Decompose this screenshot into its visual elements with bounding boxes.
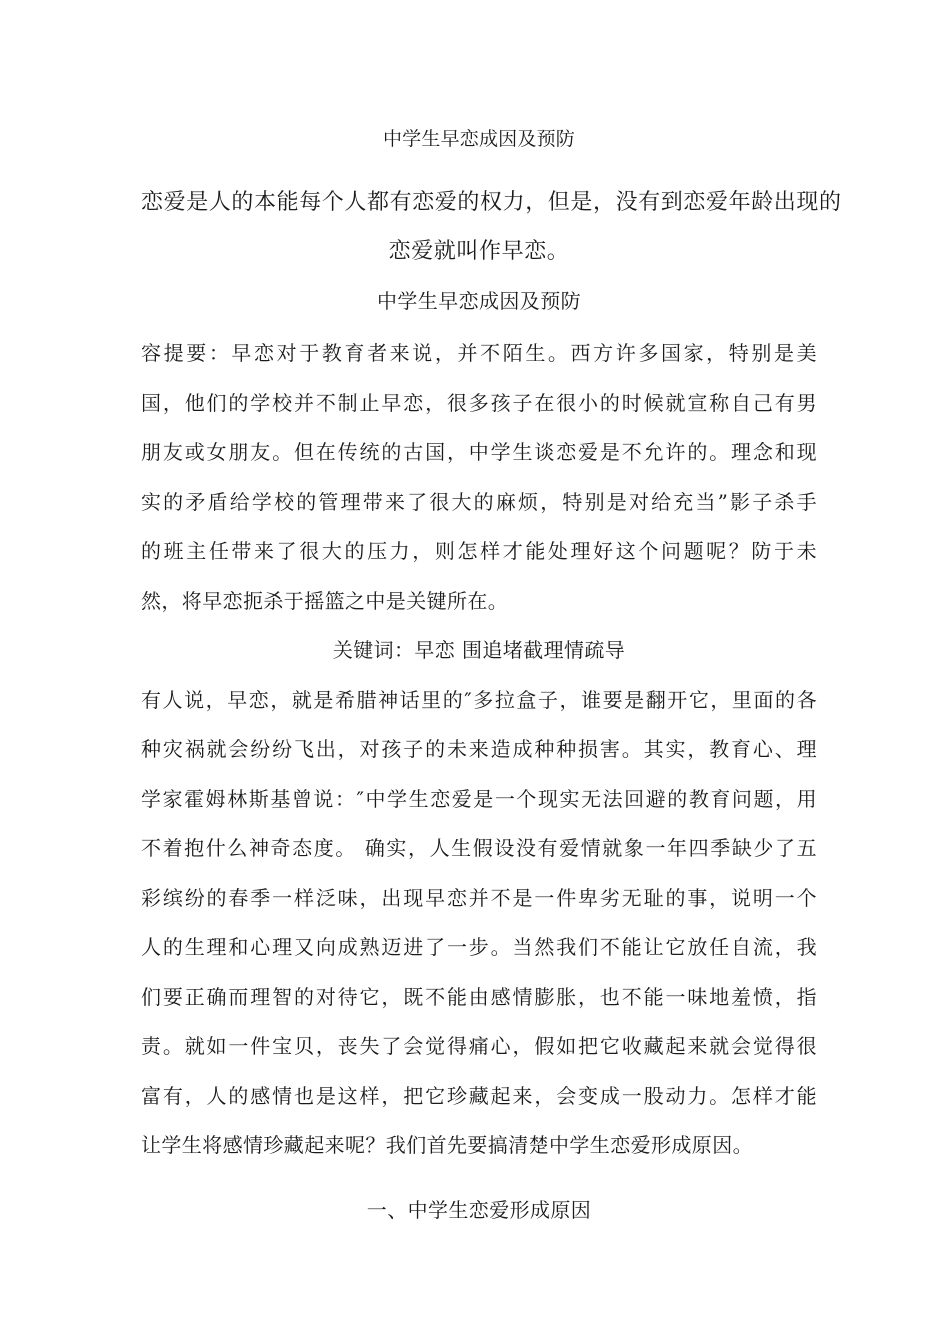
- section-heading: 一、中学生恋爱形成原因: [366, 1198, 592, 1222]
- abstract-line: 实的矛盾给学校的管理带来了很大的麻烦，特别是对给充当”影子杀手: [141, 490, 817, 514]
- intro-line: 恋爱就叫作早恋。: [388, 239, 570, 264]
- abstract-line: 国，他们的学校并不制止早恋，很多孩子在很小的时候就宣称自己有男: [141, 391, 817, 415]
- body-line: 们要正确而理智的对待它，既不能由感情膨胀，也不能一味地羞愤，指: [141, 985, 817, 1009]
- intro-line: 恋爱是人的本能每个人都有恋爱的权力，但是，没有到恋爱年龄出现的: [141, 190, 842, 215]
- body-line: 富有，人的感情也是这样，把它珍藏起来，会变成一股动力。怎样才能: [141, 1084, 817, 1108]
- abstract-line: 朋友或女朋友。但在传统的古国，中学生谈恋爱是不允许的。理念和现: [141, 440, 817, 464]
- body-line: 彩缤纷的春季一样泛味，出现早恋并不是一件卑劣无耻的事，说明一个: [141, 886, 817, 910]
- body-line: 有人说，早恋，就是希腊神话里的″多拉盒子，谁要是翻开它，里面的各: [141, 688, 817, 712]
- body-line: 种灾祸就会纷纷飞出，对孩子的未来造成种种损害。其实，教育心、理: [141, 737, 817, 761]
- body-line: 责。就如一件宝贝，丧失了会觉得痛心，假如把它收藏起来就会觉得很: [141, 1034, 817, 1058]
- abstract-line: 容提要：早恋对于教育者来说，并不陌生。西方许多国家，特别是美: [141, 341, 817, 365]
- body-line: 人的生理和心理又向成熟迈进了一步。当然我们不能让它放任自流，我: [141, 935, 817, 959]
- body-line: 不着抱什么神奇态度。 确实，人生假设没有爱情就象一年四季缺少了五: [141, 836, 817, 860]
- document-title: 中学生早恋成因及预防: [382, 128, 575, 150]
- keywords: 关键词：早恋 围追堵截理情疏导: [332, 638, 626, 662]
- body-line: 学家霍姆林斯基曾说：″中学生恋爱是一个现实无法回避的教育问题，用: [141, 787, 817, 811]
- document-subtitle: 中学生早恋成因及预防: [377, 289, 581, 313]
- abstract-line: 的班主任带来了很大的压力，则怎样才能处理好这个问题呢？防于未: [141, 539, 817, 563]
- abstract-line: 然，将早恋扼杀于摇篮之中是关键所在。: [141, 589, 509, 613]
- body-line: 让学生将感情珍藏起来呢？我们首先要搞清楚中学生恋爱形成原因。: [141, 1133, 753, 1157]
